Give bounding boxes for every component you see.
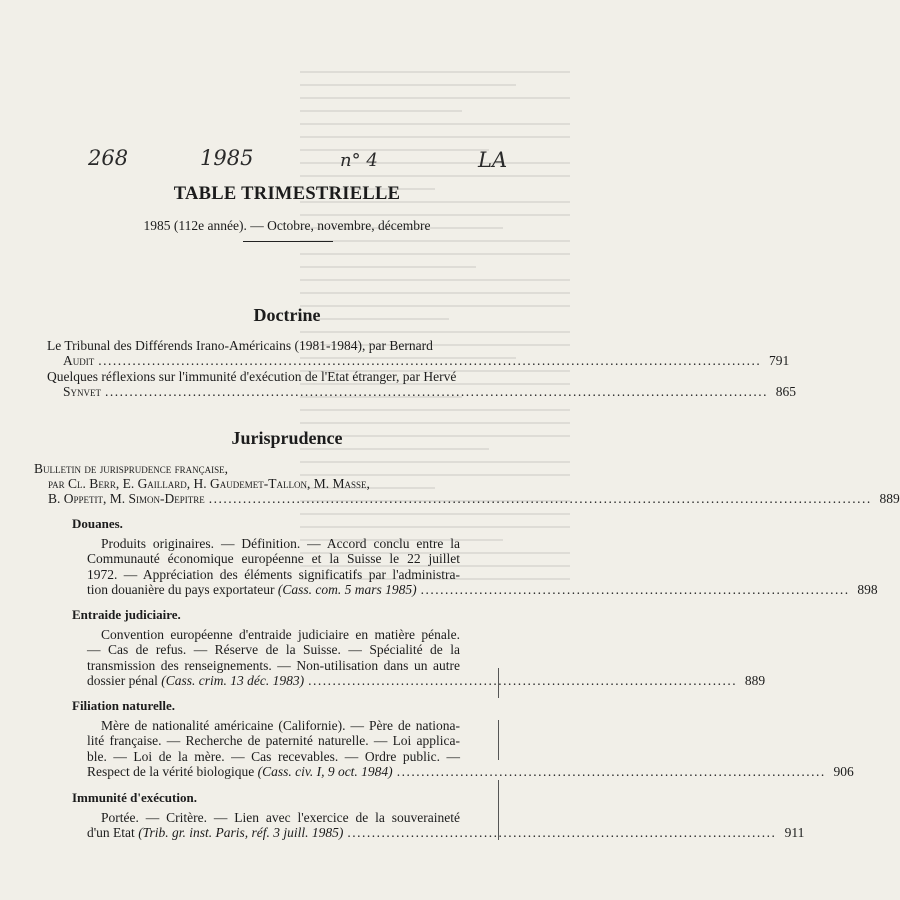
body-line: Produits originaires. — Définition. — Accord conclu entre la	[101, 536, 460, 551]
body-line: lité française. — Recherche de paternité naturelle. — Loi applica-	[87, 733, 460, 749]
dot-leader: ........................................................................................................................................	[208, 491, 872, 506]
body-line: dossier pénal	[87, 672, 158, 688]
subject-heading: Entraide judiciaire.	[72, 607, 181, 622]
bulletin-authors: B. Oppetit, M. Simon-Depitre	[48, 491, 205, 506]
handwritten-issue: n° 4	[340, 150, 378, 171]
subject-heading: Filiation naturelle.	[72, 698, 176, 713]
edge-mark	[498, 720, 499, 760]
case-page: 911	[784, 825, 805, 841]
case-citation: (Cass. crim. 13 déc. 1983)	[161, 672, 305, 688]
body-line: Respect de la vérité biologique	[87, 763, 255, 779]
subject-body	[87, 718, 854, 779]
body-line: Convention européenne d'entraide judiciaire en matière pénale.	[101, 627, 460, 642]
dot-leader: ........................................................................................	[308, 672, 738, 688]
case-page: 898	[857, 581, 878, 597]
body-line: transmission des renseignements. — Non-utilisation dans un autre	[87, 657, 460, 673]
subject-body	[87, 627, 766, 688]
dot-leader: ........................................................................................................................................	[105, 384, 769, 399]
body-line: Mère de nationalité américaine (Californie). — Père de nationa-	[101, 718, 460, 733]
subject-heading: Immunité d'exécution.	[72, 790, 197, 805]
toc-entry	[47, 338, 790, 368]
subject-heading: Douanes.	[72, 516, 123, 531]
body-line: tion douanière du pays exportateur	[87, 581, 275, 597]
dot-leader: ........................................................................................................................................	[98, 353, 762, 368]
subject-body	[87, 536, 878, 597]
case-page: 906	[833, 763, 854, 779]
subject-body	[87, 810, 805, 841]
page-title: TABLE TRIMESTRIELLE	[173, 184, 401, 204]
case-citation: (Trib. gr. inst. Paris, réf. 3 juill. 1985)	[138, 825, 344, 841]
dot-leader: ........................................................................................	[420, 581, 850, 597]
entry-page: 865	[775, 384, 797, 399]
case-citation: (Cass. com. 5 mars 1985)	[277, 581, 417, 597]
case-page: 889	[744, 672, 766, 688]
body-line: Communauté économique européenne et la Suisse le 22 juillet	[87, 551, 460, 567]
title-rule	[243, 241, 333, 242]
body-line: 1972. — Appréciation des éléments significatifs par l'administra-	[87, 566, 460, 582]
case-citation: (Cass. civ. I, 9 oct. 1984)	[257, 763, 393, 779]
body-line: Portée. — Critère. — Lien avec l'exercice de la souveraineté	[101, 810, 460, 825]
body-line: — Cas de refus. — Réserve de la Suisse. — Spécialité de la	[87, 642, 460, 658]
section-heading-jurisprudence: Jurisprudence	[231, 428, 343, 448]
handwritten-number: 268	[88, 146, 129, 170]
body-line: d'un Etat	[87, 825, 135, 841]
body-line: ble. — Loi de la mère. — Cas recevables. — Ordre public. —	[87, 748, 460, 764]
page-subtitle: 1985 (112e année). — Octobre, novembre, décembre	[143, 218, 431, 233]
entry-author: Synvet	[63, 384, 102, 399]
entry-author: Audit	[63, 353, 95, 368]
dot-leader: ........................................................................................	[396, 763, 826, 779]
entry-title: Quelques réflexions sur l'immunité d'exécution de l'Etat étranger, par Hervé	[47, 369, 457, 384]
entry-title: Le Tribunal des Différends Irano-Américains (1981-1984), par Bernard	[47, 338, 433, 353]
dot-leader: ........................................................................................	[347, 825, 777, 841]
handwritten-initials: LA	[478, 148, 508, 172]
bulletin-entry	[34, 461, 900, 506]
bulletin-title: Bulletin de jurisprudence française,	[34, 461, 229, 476]
entry-page: 791	[769, 353, 790, 368]
handwritten-year: 1985	[200, 146, 254, 170]
bulletin-authors: par Cl. Berr, E. Gaillard, H. Gaudemet-Tallon, M. Masse,	[48, 476, 370, 491]
bulletin-page: 889	[879, 491, 900, 506]
toc-entry	[47, 369, 797, 399]
section-heading-doctrine: Doctrine	[253, 305, 321, 325]
